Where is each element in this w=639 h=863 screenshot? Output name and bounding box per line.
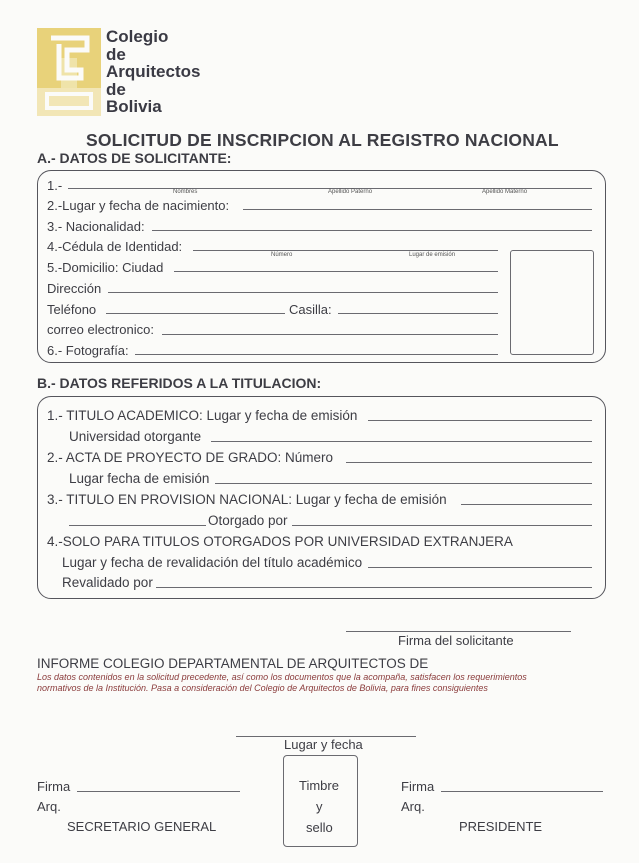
casilla-input[interactable]: [338, 313, 498, 314]
logo-text-line1: Colegio: [106, 27, 169, 46]
timbre-label-3: sello: [306, 820, 333, 835]
logo-text-line2: de: [106, 44, 126, 64]
logo-mark-icon: [37, 28, 101, 116]
b1-input[interactable]: [368, 420, 592, 421]
firma-left-label: Firma: [37, 779, 71, 794]
timbre-label-1: Timbre: [299, 778, 339, 793]
b2-sub-input[interactable]: [215, 483, 592, 484]
informe-text-2: normativos de la Institución. Pasa a consideración del Colegio de Arquitectos de Bolivia, para fines consiguientes: [37, 683, 488, 693]
logo-text-line3: Arquitectos: [106, 62, 201, 81]
firma-right-label: Firma: [401, 779, 435, 794]
section-b-heading: B.- DATOS REFERIDOS A LA TITULACION:: [37, 375, 322, 391]
firma-solicitante-line[interactable]: [346, 631, 571, 632]
sub-nombres: Nombres: [173, 189, 198, 195]
b3-pre-input[interactable]: [69, 525, 206, 526]
field-5-input[interactable]: [174, 271, 498, 272]
presidente-label: PRESIDENTE: [459, 819, 543, 834]
logo: [37, 28, 217, 118]
b4-sub1-label: Lugar y fecha de revalidación del título académico: [62, 555, 363, 570]
lugar-fecha-label: Lugar y fecha: [284, 737, 363, 752]
correo-input[interactable]: [162, 334, 498, 335]
telefono-label: Teléfono: [47, 302, 97, 317]
sub-apellido-materno: Apellido Materno: [482, 189, 528, 195]
field-4-input[interactable]: [193, 250, 498, 251]
sub-numero: Número: [271, 252, 293, 258]
field-3-label: 3.- Nacionalidad:: [47, 219, 145, 234]
b2-input[interactable]: [346, 462, 592, 463]
logo-text-line4: de: [106, 79, 126, 99]
arq-left-label: Arq.: [37, 799, 61, 814]
firma-left-line[interactable]: [77, 791, 240, 792]
correo-label: correo electronico:: [47, 322, 154, 337]
firma-solicitante-label: Firma del solicitante: [398, 633, 514, 648]
photo-box[interactable]: [510, 250, 594, 355]
logo-text-line5: Bolivia: [106, 97, 162, 116]
arq-right-label: Arq.: [401, 799, 425, 814]
b1-sub-input[interactable]: [211, 441, 592, 442]
sub-apellido-paterno: Apellido Paterno: [328, 189, 373, 195]
informe-heading: INFORME COLEGIO DEPARTAMENTAL DE ARQUITECTOS DE: [37, 656, 429, 671]
field-2-input[interactable]: [243, 209, 592, 210]
field-4-label: 4.-Cédula de Identidad:: [47, 239, 183, 254]
page-title: SOLICITUD DE INSCRIPCION AL REGISTRO NACIONAL: [86, 130, 559, 150]
b3-input[interactable]: [461, 504, 592, 505]
section-a-heading: A.- DATOS DE SOLICITANTE:: [37, 150, 232, 166]
sub-lugar-emision: Lugar de emisión: [409, 252, 456, 258]
b3-sub-input[interactable]: [292, 525, 592, 526]
field-1-label: 1.-: [47, 178, 63, 193]
telefono-input[interactable]: [106, 313, 285, 314]
firma-right-line[interactable]: [441, 791, 603, 792]
field-3-input[interactable]: [152, 230, 592, 231]
b3-label: 3.- TITULO EN PROVISION NACIONAL: Lugar y fecha de emisión: [47, 492, 447, 507]
field-6-label: 6.- Fotografía:: [47, 343, 129, 358]
b2-sub-label: Lugar fecha de emisión: [69, 471, 210, 486]
b3-sub-label: Otorgado por: [208, 513, 288, 528]
b1-label: 1.- TITULO ACADEMICO: Lugar y fecha de emisión: [47, 408, 358, 423]
b4-label: 4.-SOLO PARA TITULOS OTORGADOS POR UNIVERSIDAD EXTRANJERA: [47, 534, 513, 549]
field-2-label: 2.-Lugar y fecha de nacimiento:: [47, 198, 230, 213]
b4-sub2-input[interactable]: [156, 587, 592, 588]
casilla-label: Casilla:: [289, 302, 332, 317]
b1-sub-label: Universidad otorgante: [69, 429, 202, 444]
direccion-label: Dirección: [47, 281, 102, 296]
b2-label: 2.- ACTA DE PROYECTO DE GRADO: Número: [47, 450, 334, 465]
field-5-label: 5.-Domicilio: Ciudad: [47, 260, 164, 275]
direccion-input[interactable]: [108, 292, 498, 293]
informe-text-1: Los datos contenidos en la solicitud precedente, así como los documentos que la acompaña, satisfacen los requerimientos: [37, 672, 527, 682]
timbre-label-2: y: [316, 799, 323, 814]
field-6-input[interactable]: [135, 354, 498, 355]
b4-sub2-label: Revalidado por: [62, 575, 153, 590]
b4-sub1-input[interactable]: [368, 567, 592, 568]
secretario-label: SECRETARIO GENERAL: [67, 819, 217, 834]
